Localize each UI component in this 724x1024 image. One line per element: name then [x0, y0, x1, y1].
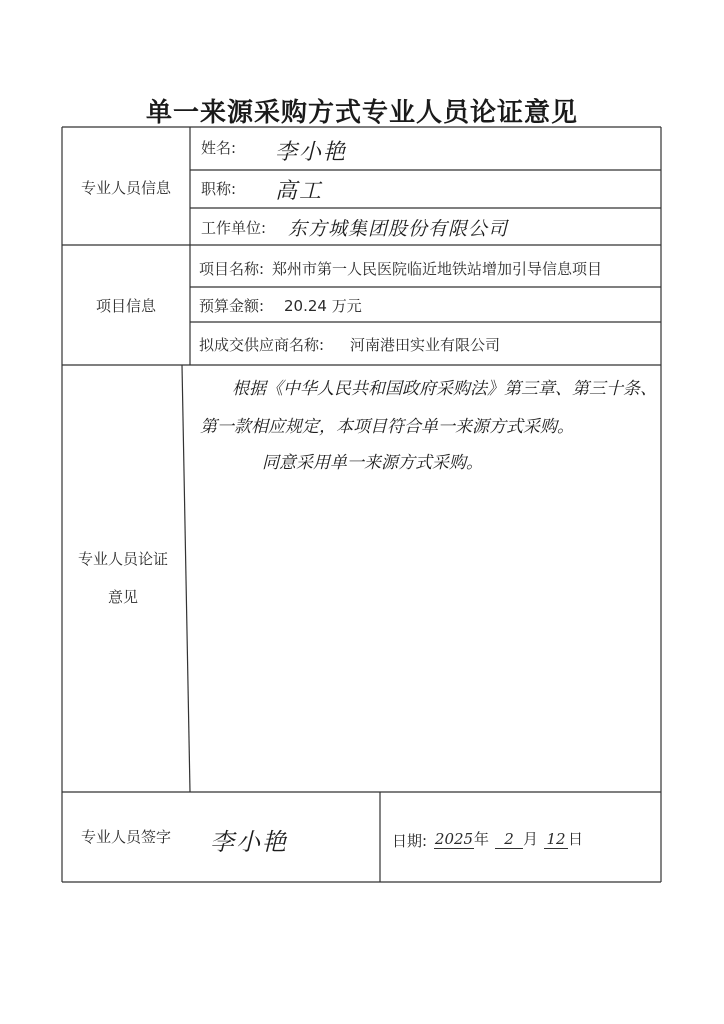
date-year-value: 2025 [434, 830, 474, 848]
date-month-value: 2 [495, 830, 523, 849]
document-title: 单一来源采购方式专业人员论证意见 [145, 98, 578, 128]
project-info-section-label: 项目信息 [95, 297, 156, 315]
work-unit-value: 东方城集团股份有限公司 [288, 218, 509, 240]
opinion-text-line3: 同意采用单一来源方式采购。 [262, 453, 483, 473]
project-name-value: 郑州市第一人民医院临近地铁站增加引导信息项目 [272, 260, 603, 278]
work-unit-label: 工作单位: [201, 219, 267, 237]
expert-info-section-label: 专业人员信息 [80, 179, 171, 197]
job-title-value: 高工 [275, 179, 324, 204]
opinion-section-label-line2: 意见 [107, 588, 138, 606]
opinion-text-line2: 第一款相应规定，本项目符合单一来源方式采购。 [200, 417, 574, 437]
supplier-value: 河南港田实业有限公司 [350, 336, 501, 354]
supplier-label: 拟成交供应商名称: [199, 336, 325, 354]
name-value: 李小艳 [275, 140, 348, 165]
date-label: 日期: [392, 832, 428, 850]
name-label: 姓名: [201, 139, 237, 157]
signature-label: 专业人员签字 [80, 828, 171, 846]
opinion-text-line1: 根据《中华人民共和国政府采购法》第三章、第三十条、 [232, 379, 657, 399]
date-year-unit: 年 [474, 830, 490, 848]
budget-label: 预算金额: [199, 297, 265, 315]
job-title-label: 职称: [201, 180, 237, 198]
project-name-label: 项目名称: [199, 260, 265, 278]
date-month-unit: 月 [523, 830, 539, 848]
signature-value: 李小艳 [210, 828, 288, 856]
date-day-value: 12 [544, 830, 568, 849]
opinion-section-label-line1: 专业人员论证 [77, 550, 168, 568]
date-day-unit: 日 [568, 830, 584, 848]
date-year-field [434, 828, 583, 849]
budget-value: 20.24 万元 [284, 297, 362, 315]
